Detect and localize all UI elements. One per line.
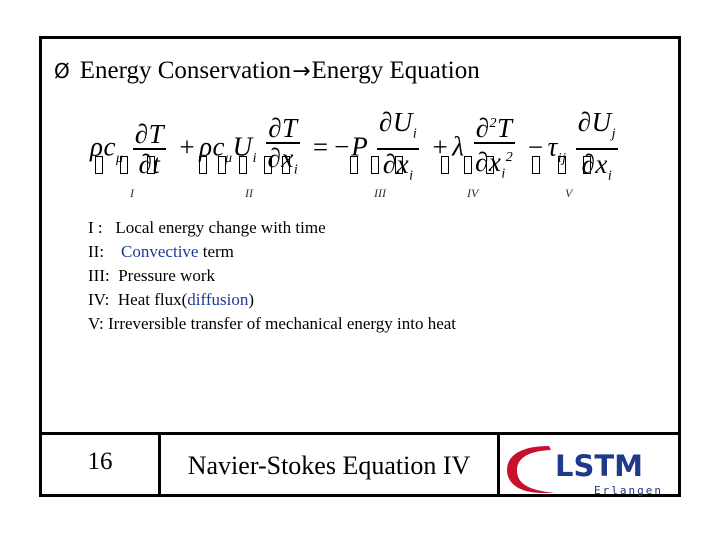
right-arrow-icon: → xyxy=(292,58,311,84)
term-descriptions xyxy=(88,216,456,336)
description-text: Local energy change with time xyxy=(115,218,326,237)
heading-part2: Energy Equation xyxy=(311,57,480,84)
heading-part1: Energy Conservation xyxy=(79,57,292,84)
missing-glyph-box xyxy=(239,156,247,174)
missing-glyph-box xyxy=(371,156,379,174)
term-label-i: I xyxy=(130,186,134,200)
term-label-ii: II xyxy=(245,186,253,200)
missing-glyph-box xyxy=(282,156,290,174)
missing-glyph-box xyxy=(558,156,566,174)
description-row xyxy=(88,240,456,264)
missing-glyph-box xyxy=(464,156,472,174)
missing-glyph-box xyxy=(583,156,591,174)
bullet-arrow-icon: Ø xyxy=(54,59,70,83)
description-row xyxy=(88,312,456,336)
description-row xyxy=(88,288,456,312)
equation-formula: $\rho c_\mu$ $\frac{\partial T}{\partial t}$ + $\rho c_\mu U_i$ $\frac{\partial T}{\partial x_i}$ = −P $\frac{\partial U_i}{\partial x_i}$ + λ $\frac{\partial^2T}{\partial x_i^2}$ − $\tau_{ij}$ $\frac{\partial U_j}{\partial x_i}$ xyxy=(90,107,616,184)
missing-glyph-box xyxy=(120,156,128,174)
description-text: ) xyxy=(248,290,255,309)
missing-glyph-box xyxy=(532,156,540,174)
missing-glyph-box xyxy=(441,156,449,174)
term-label-v: V xyxy=(565,186,573,200)
description-label: II: xyxy=(88,242,105,261)
description-row xyxy=(88,216,456,240)
description-label: I : xyxy=(88,218,103,237)
description-text: Pressure work xyxy=(118,266,216,285)
missing-glyph-box xyxy=(95,156,103,174)
description-text: Heat flux( xyxy=(117,290,188,309)
description-label: V: xyxy=(88,314,104,333)
slide-heading xyxy=(54,57,480,85)
missing-glyph-box xyxy=(147,156,155,174)
page-number: 16 xyxy=(87,448,113,475)
description-text: term xyxy=(198,242,234,261)
missing-glyph-box xyxy=(395,156,403,174)
svg-text:Erlangen: Erlangen xyxy=(594,484,663,497)
description-label: IV: xyxy=(88,290,110,309)
description-row xyxy=(88,264,456,288)
footer-separator xyxy=(497,435,500,497)
missing-glyph-box xyxy=(199,156,207,174)
svg-text:LSTM: LSTM xyxy=(555,449,644,483)
missing-glyph-box xyxy=(264,156,272,174)
missing-glyph-box xyxy=(486,156,494,174)
lstm-logo xyxy=(503,440,679,498)
term-label-iii: III xyxy=(374,186,386,200)
term-label-iv: IV xyxy=(467,186,479,200)
missing-glyph-box xyxy=(350,156,358,174)
description-highlight: diffusion xyxy=(187,290,249,309)
missing-glyph-box xyxy=(218,156,226,174)
footer-title: Navier-Stokes Equation IV xyxy=(187,451,471,480)
description-text: Irreversible transfer of mechanical energy into heat xyxy=(108,314,457,333)
energy-equation xyxy=(84,96,624,206)
description-label: III: xyxy=(88,266,110,285)
description-highlight: Convective xyxy=(121,242,199,261)
